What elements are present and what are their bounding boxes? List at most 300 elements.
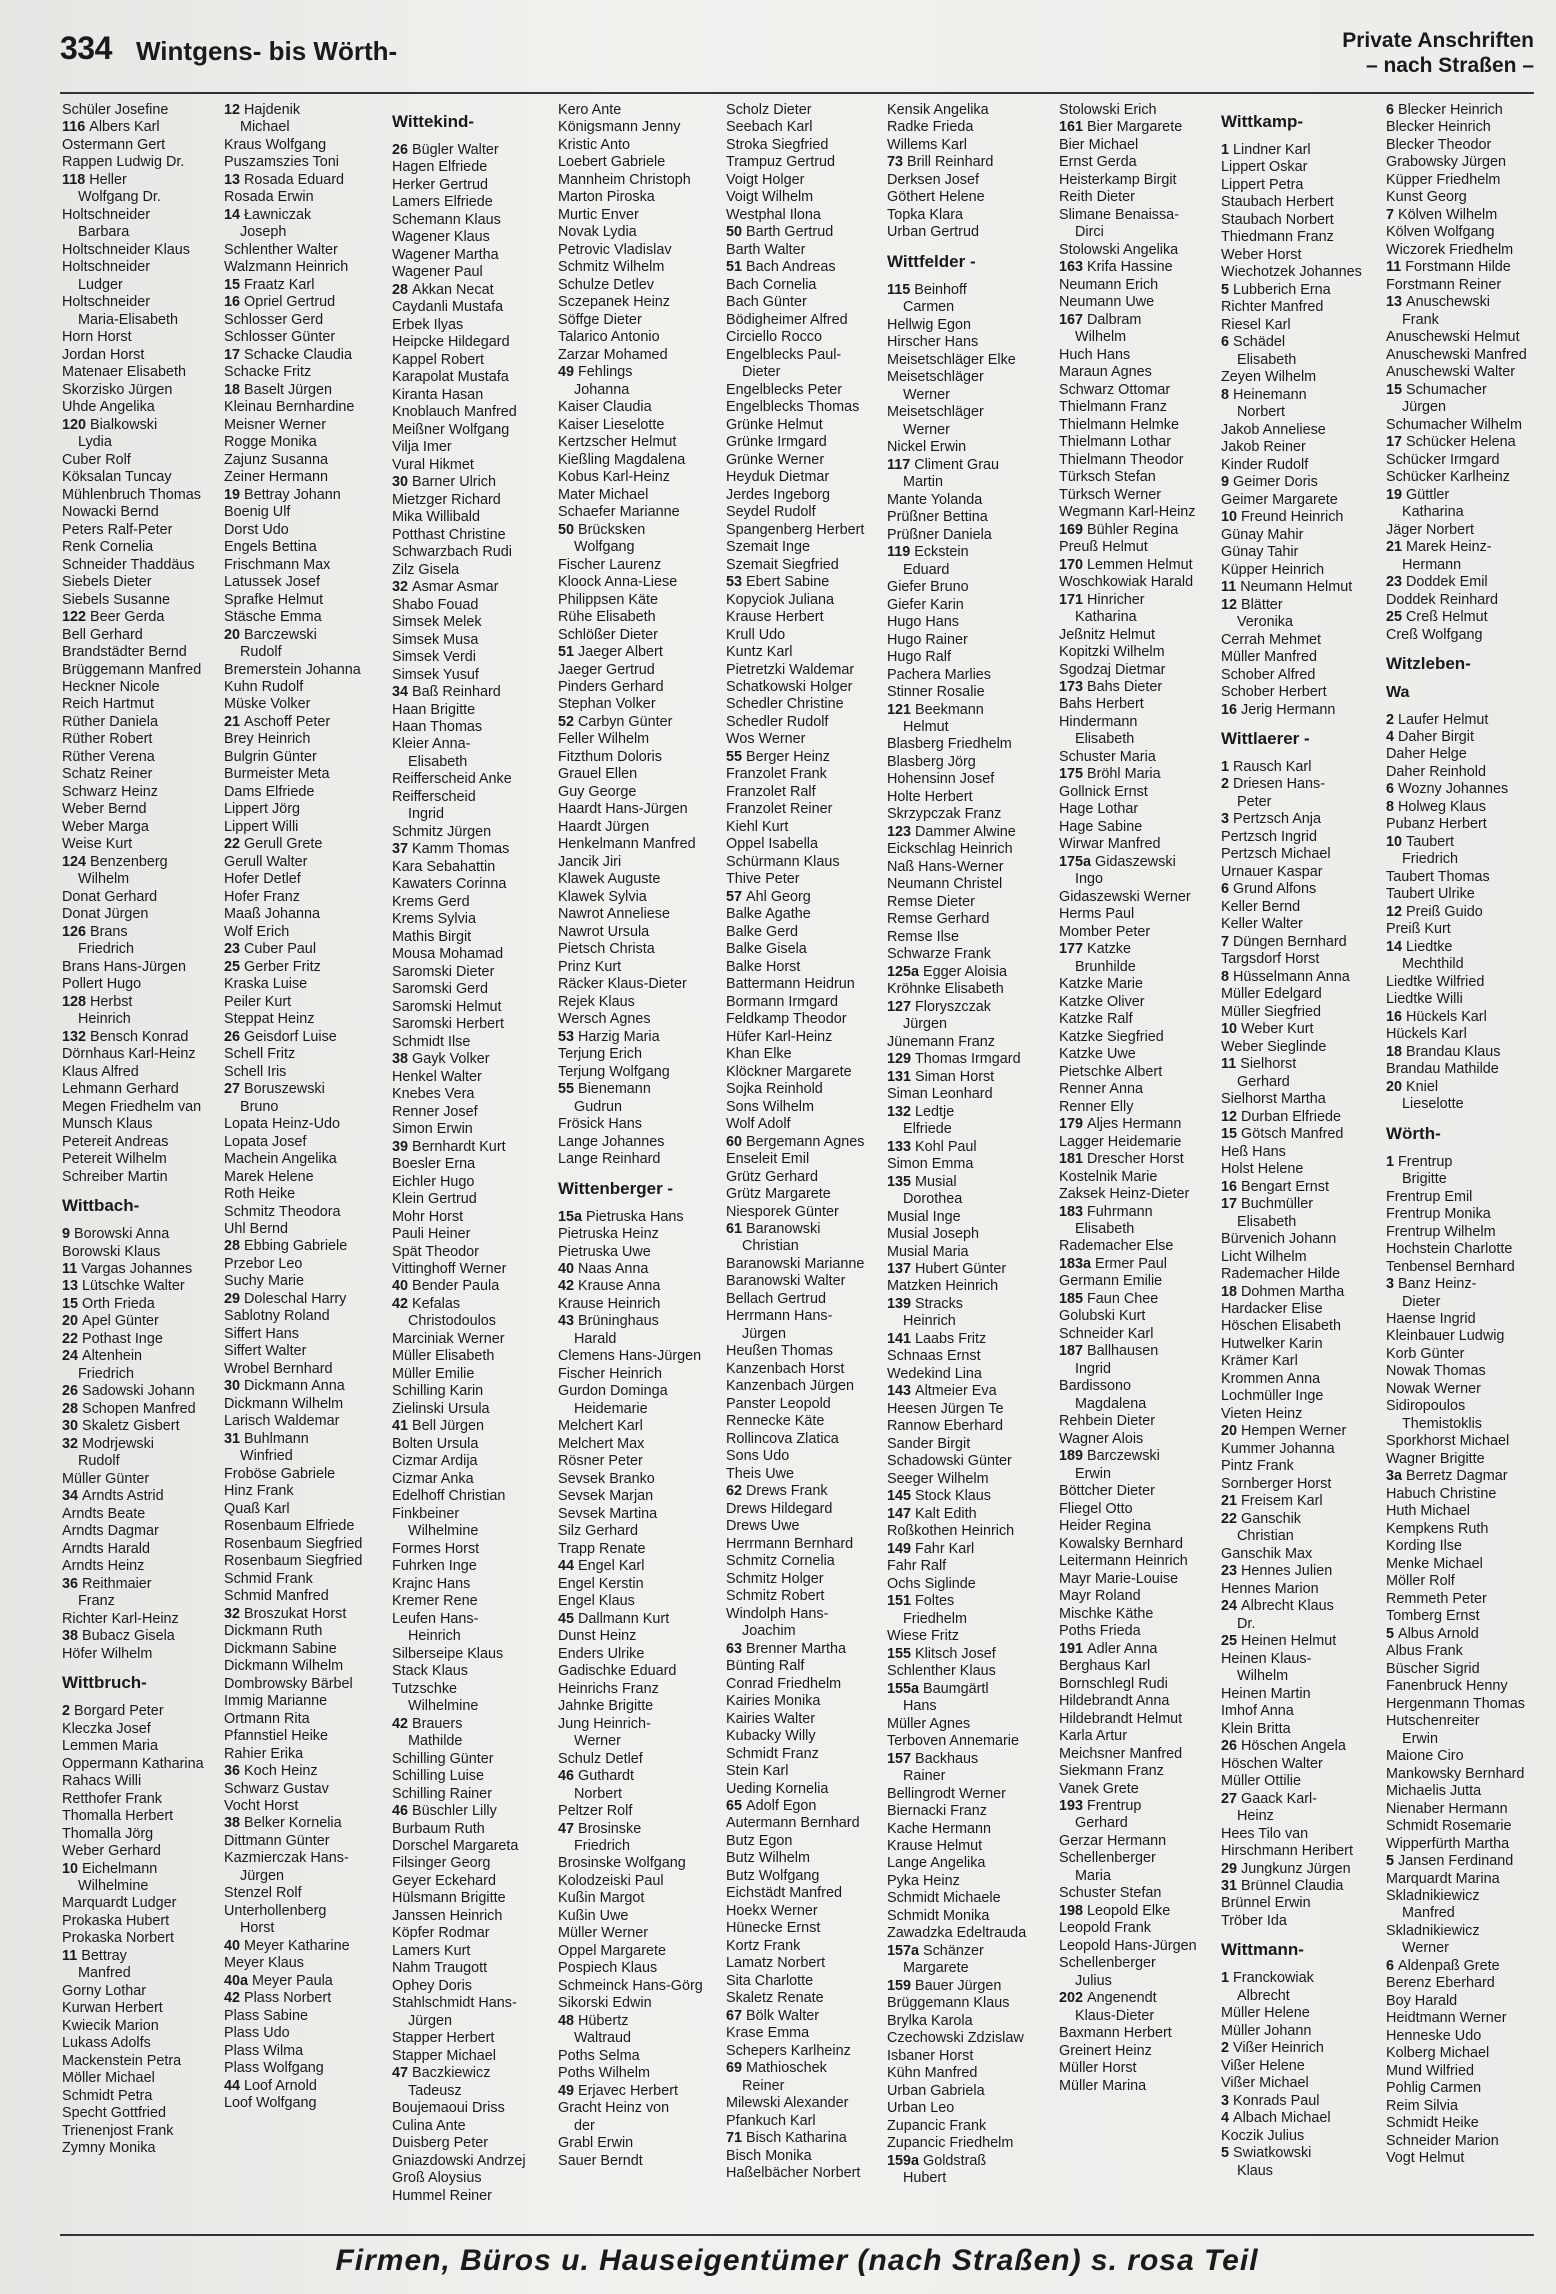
resident-entry: [1059, 1746, 1219, 1763]
resident-name: Nowak Werner: [1386, 1380, 1481, 1397]
resident-entry: [726, 207, 884, 224]
resident-entry: [1221, 916, 1379, 933]
resident-name: Bier Michael: [1059, 136, 1139, 153]
resident-entry: [62, 2140, 212, 2157]
resident-name: Wersch Agnes: [558, 1011, 651, 1028]
resident-name: Klitsch Josef: [915, 1645, 996, 1662]
resident-entry: [62, 207, 212, 224]
resident-name: Heyduk Dietmar: [726, 469, 830, 486]
resident-entry: [726, 1728, 884, 1745]
resident-name: Frentrup: [1087, 1797, 1142, 1814]
resident-entry: [558, 1576, 718, 1593]
resident-entry: [224, 1396, 382, 1413]
house-number: 143: [887, 1383, 912, 1400]
resident-entry: [1386, 172, 1540, 189]
resident-entry: [392, 1803, 552, 1820]
house-number: 187: [1059, 1343, 1084, 1360]
resident-name: Leopold Hans-Jürgen: [1059, 1937, 1197, 1954]
entry-continuation: Winfried: [240, 1448, 293, 1465]
resident-name: Culina Ante: [392, 2117, 466, 2134]
resident-entry: [726, 1431, 884, 1448]
resident-name: Mund Wilfried: [1386, 2062, 1474, 2079]
resident-entry: [726, 627, 884, 644]
resident-name: Blecker Theodor: [1386, 136, 1492, 153]
resident-entry: [1386, 764, 1540, 781]
house-number: 32: [224, 1605, 241, 1622]
resident-entry: [558, 452, 718, 469]
resident-name: Ławniczak: [244, 206, 312, 223]
resident-entry: [1059, 102, 1219, 119]
resident-entry: [1059, 1938, 1219, 1955]
resident-name: Vißer Michael: [1221, 2075, 1309, 2092]
resident-name: Günay Tahir: [1221, 544, 1299, 561]
resident-entry: [62, 1134, 212, 1151]
resident-name: Heipcke Hildegard: [392, 334, 510, 351]
resident-entry: [887, 929, 1047, 946]
resident-entry: [392, 1348, 552, 1365]
resident-name: Meisetschläger Elke: [887, 351, 1016, 368]
resident-entry: [392, 2100, 552, 2117]
resident-name: Krause Anna: [578, 1278, 661, 1295]
resident-entry: [558, 2135, 718, 2152]
resident-entry: [392, 1890, 552, 1907]
resident-entry: [887, 1278, 1047, 1295]
resident-name: Ueding Kornelia: [726, 1780, 829, 1797]
resident-entry: [1386, 1748, 1540, 1765]
resident-entry: [1059, 1693, 1219, 1710]
house-number: 1: [1386, 1153, 1395, 1170]
resident-entry: [726, 1711, 884, 1728]
resident-entry: [558, 1366, 718, 1383]
resident-entry: [392, 981, 552, 998]
resident-entry: [62, 1278, 212, 1295]
resident-name: Holweg Klaus: [1398, 798, 1487, 815]
resident-entry: [62, 329, 212, 346]
resident-name: Büscher Sigrid: [1386, 1660, 1480, 1677]
resident-name: Simsek Melek: [392, 614, 482, 631]
resident-entry: [392, 946, 552, 963]
resident-name: Kraus Wolfgang: [224, 136, 327, 153]
resident-name: Bettray Johann: [244, 486, 341, 503]
entry-continuation: Eduard: [903, 561, 950, 578]
resident-name: Schilling Günter: [392, 1750, 494, 1767]
resident-entry: [1221, 1651, 1379, 1668]
resident-entry: [726, 854, 884, 871]
entry-continuation: Mathilde: [408, 1733, 463, 1750]
resident-name: Dammer Alwine: [915, 823, 1016, 840]
resident-name: Beekmann: [915, 701, 984, 718]
resident-name: Hinz Frank: [224, 1483, 294, 1500]
resident-name: Hohensinn Josef: [887, 771, 995, 788]
resident-name: Mayr Marie-Louise: [1059, 1570, 1179, 1587]
resident-entry: [558, 854, 718, 871]
resident-name: Saromski Dieter: [392, 963, 495, 980]
resident-entry: [224, 504, 382, 521]
column-4: [558, 102, 718, 2242]
house-number: 129: [887, 1051, 912, 1068]
entry-continuation: Wilhelmine: [78, 1877, 149, 1894]
resident-entry: [392, 1051, 552, 1068]
resident-name: Herbst: [90, 993, 133, 1010]
entry-continuation: Rudolf: [78, 1453, 120, 1470]
resident-entry: [392, 2170, 552, 2187]
resident-entry: [1386, 242, 1540, 259]
resident-entry: [62, 1843, 212, 1860]
resident-name: Lukass Adolfs: [62, 2035, 151, 2052]
resident-name: Wagner Alois: [1059, 1430, 1144, 1447]
resident-name: Liedtke: [1406, 938, 1453, 955]
resident-name: Giefer Bruno: [887, 579, 969, 596]
resident-name: Grütz Margarete: [726, 1186, 831, 1203]
page-number: 334: [60, 30, 112, 66]
resident-entry: [224, 1658, 382, 1675]
resident-entry: [726, 2025, 884, 2042]
resident-name: Bier Margarete: [1087, 119, 1183, 136]
resident-entry: [726, 1308, 884, 1325]
resident-name: Thomas Irmgard: [915, 1051, 1021, 1068]
resident-name: Bell Jürgen: [412, 1418, 485, 1435]
resident-entry: [224, 1815, 382, 1832]
resident-entry: [224, 627, 382, 644]
resident-name: Rüther Robert: [62, 731, 153, 748]
resident-name: Bardissono: [1059, 1378, 1131, 1395]
resident-name: Meißner Wolfgang: [392, 421, 510, 438]
resident-name: Lindner Karl: [1233, 142, 1311, 158]
column-5: [726, 102, 884, 2242]
resident-entry: [558, 1046, 718, 1063]
resident-entry: [887, 1488, 1047, 1505]
resident-entry: [392, 1768, 552, 1785]
resident-entry: [1059, 1763, 1219, 1780]
resident-entry: [887, 154, 1047, 171]
resident-entry: [224, 172, 382, 189]
resident-entry: [726, 1885, 884, 1902]
resident-entry: [1386, 1661, 1540, 1678]
resident-entry: [1221, 1179, 1379, 1196]
resident-name: Lagger Heidemarie: [1059, 1133, 1182, 1150]
resident-name: Angenendt: [1087, 1990, 1157, 2007]
resident-entry: [1059, 1781, 1219, 1798]
resident-entry: [558, 2065, 718, 2082]
resident-name: Megen Friedhelm van: [62, 1098, 202, 1115]
resident-entry: [1221, 492, 1379, 509]
resident-name: Butz Wilhelm: [726, 1850, 810, 1867]
resident-name: Kuhn Rudolf: [224, 678, 304, 695]
resident-entry: [224, 609, 382, 626]
resident-name: Tutzschke: [392, 1680, 458, 1697]
resident-name: Wagener Paul: [392, 264, 483, 281]
resident-name: Kunst Georg: [1386, 189, 1467, 206]
resident-entry: [558, 627, 718, 644]
resident-name: Hennes Julien: [1241, 1563, 1333, 1580]
resident-name: Biernacki Franz: [887, 1803, 987, 1820]
house-number: 163: [1059, 259, 1084, 276]
resident-entry: [1386, 2150, 1540, 2167]
resident-name: Rappen Ludwig Dr.: [62, 154, 185, 171]
resident-name: Thiedmann Franz: [1221, 229, 1334, 246]
resident-name: Krommen Anna: [1221, 1370, 1321, 1387]
resident-name: Reith Dieter: [1059, 189, 1135, 206]
resident-name: Schmitz Robert: [726, 1588, 825, 1605]
house-number: 3: [1221, 2092, 1230, 2109]
street-heading: Wittlaerer -: [1221, 728, 1310, 748]
house-number: 157: [887, 1750, 912, 1767]
resident-name: Meisner Werner: [224, 416, 327, 433]
resident-entry: [1221, 1861, 1379, 1878]
resident-name: Balke Gisela: [726, 941, 807, 958]
resident-name: Schmidt Ilse: [392, 1033, 471, 1050]
resident-entry: [558, 1663, 718, 1680]
resident-entry: [1386, 1381, 1540, 1398]
resident-name: Kußin Uwe: [558, 1907, 629, 1924]
house-number: 120: [62, 416, 87, 433]
resident-name: Müller Werner: [558, 1925, 649, 1942]
resident-name: Grütz Gerhard: [726, 1168, 818, 1185]
resident-entry: [224, 959, 382, 976]
resident-name: Schemann Klaus: [392, 211, 501, 228]
house-number: 32: [392, 579, 409, 596]
resident-entry: [392, 911, 552, 928]
resident-name: Konrads Paul: [1233, 2092, 1320, 2109]
resident-entry: [558, 714, 718, 731]
resident-name: Vieten Heinz: [1221, 1405, 1303, 1422]
resident-name: Berghaus Karl: [1059, 1658, 1151, 1675]
resident-entry: [1221, 2005, 1379, 2022]
resident-name: Climent Grau: [914, 456, 999, 473]
resident-entry: [392, 317, 552, 334]
resident-entry: [224, 1850, 382, 1867]
entry-continuation: Norbert: [574, 1785, 622, 1802]
resident-name: Derksen Josef: [887, 171, 979, 188]
entry-continuation: Elisabeth: [1237, 351, 1297, 368]
house-number: 193: [1059, 1797, 1084, 1814]
resident-name: Broszukat Horst: [244, 1605, 347, 1622]
resident-name: Beer Gerda: [90, 609, 165, 626]
resident-name: Haardt Jürgen: [558, 818, 650, 835]
resident-entry: [558, 574, 718, 591]
resident-entry: [392, 1296, 552, 1313]
house-number: 30: [224, 1378, 241, 1395]
resident-name: Gracht Heinz von: [558, 2100, 670, 2117]
resident-name: Altenhein: [82, 1348, 143, 1365]
resident-entry: [1386, 1311, 1540, 1328]
entry-continuation: Dirci: [1075, 224, 1104, 241]
resident-name: Immig Marianne: [224, 1693, 328, 1710]
resident-entry: [1221, 1318, 1379, 1335]
resident-name: Plass Norbert: [244, 1990, 332, 2007]
resident-entry: [1059, 1833, 1219, 1850]
resident-entry: [392, 369, 552, 386]
resident-entry: [887, 597, 1047, 614]
resident-name: Müller Emilie: [392, 1365, 475, 1382]
resident-entry: [62, 382, 212, 399]
house-number: 28: [392, 281, 409, 298]
resident-name: Sczepanek Heinz: [558, 294, 670, 311]
resident-name: Blasberg Jörg: [887, 753, 976, 770]
resident-entry: [558, 889, 718, 906]
resident-name: Musial Joseph: [887, 1226, 979, 1243]
resident-name: Pietruska Heinz: [558, 1226, 659, 1243]
resident-name: Stock Klaus: [915, 1488, 992, 1505]
resident-name: Kwiecik Marion: [62, 2017, 159, 2034]
resident-name: Schellenberger: [1059, 1955, 1156, 1972]
resident-name: Bröhl Maria: [1087, 766, 1161, 783]
resident-name: Schumacher: [1406, 381, 1487, 398]
resident-name: Brücksken: [578, 521, 646, 538]
resident-entry: [224, 766, 382, 783]
resident-name: Berger Heinz: [746, 748, 830, 765]
resident-name: Weber Bernd: [62, 801, 147, 818]
resident-name: Höschen Elisabeth: [1221, 1318, 1341, 1335]
resident-name: Zajunz Susanna: [224, 451, 329, 468]
resident-entry: [224, 2078, 382, 2095]
entry-continuation: Franz: [78, 1593, 115, 1610]
resident-entry: [62, 714, 212, 731]
resident-entry: [887, 789, 1047, 806]
resident-entry: [726, 1291, 884, 1308]
resident-name: Fuhrken Inge: [392, 1558, 477, 1575]
resident-entry: [1386, 921, 1540, 938]
resident-entry: [62, 1081, 212, 1098]
resident-entry: [1059, 1518, 1219, 1535]
resident-name: Murtic Enver: [558, 206, 639, 223]
resident-entry: [726, 102, 884, 119]
resident-entry: [1386, 1224, 1540, 1241]
entry-continuation: der: [574, 2117, 595, 2134]
resident-entry: [558, 277, 718, 294]
resident-entry: [1221, 2075, 1379, 2092]
resident-entry: [1386, 189, 1540, 206]
resident-name: Dorschel Margareta: [392, 1837, 519, 1854]
resident-entry: [392, 632, 552, 649]
resident-name: Oppermann Katharina: [62, 1755, 204, 1772]
resident-entry: [62, 1296, 212, 1313]
resident-entry: [62, 1930, 212, 1947]
resident-entry: [558, 1244, 718, 1261]
resident-name: Günay Mahir: [1221, 526, 1304, 543]
resident-name: Schücker Karlheinz: [1386, 469, 1510, 486]
resident-entry: [62, 2070, 212, 2087]
resident-entry: [1059, 749, 1219, 766]
resident-entry: [726, 1099, 884, 1116]
resident-entry: [1059, 924, 1219, 941]
house-number: 8: [1221, 386, 1230, 403]
resident-entry: [558, 172, 718, 189]
resident-name: Dickmann Ruth: [224, 1623, 323, 1640]
house-number: 26: [1221, 1738, 1238, 1755]
resident-entry: [1386, 939, 1540, 956]
resident-entry: [224, 1204, 382, 1221]
resident-name: Prokaska Norbert: [62, 1930, 174, 1947]
resident-name: Hutwelker Karin: [1221, 1335, 1323, 1352]
resident-name: Benzenberg: [90, 853, 168, 870]
resident-entry: [1059, 1029, 1219, 1046]
resident-name: Stahlschmidt Hans-: [392, 1995, 517, 2012]
resident-entry: [558, 417, 718, 434]
resident-name: Jaeger Gertrud: [558, 661, 655, 678]
entry-continuation: Albrecht: [1237, 1987, 1290, 2004]
resident-name: Modrjewski: [82, 1435, 154, 1452]
resident-name: Rosada Eduard: [244, 171, 345, 188]
resident-name: Bahs Herbert: [1059, 696, 1144, 713]
resident-name: Liedtke Willi: [1386, 991, 1463, 1008]
house-number: 22: [224, 836, 241, 853]
resident-name: Schwarz Gustav: [224, 1780, 329, 1797]
resident-name: Przebor Leo: [224, 1255, 303, 1272]
resident-entry: [224, 836, 382, 853]
resident-name: Skaletz Renate: [726, 1990, 824, 2007]
resident-name: Siffert Walter: [224, 1343, 307, 1360]
resident-name: Gerull Walter: [224, 853, 308, 870]
house-number: 29: [224, 1290, 241, 1307]
resident-entry: [887, 119, 1047, 136]
resident-entry: [392, 404, 552, 421]
resident-entry: [726, 1536, 884, 1553]
resident-name: Müller Johann: [1221, 2022, 1312, 2039]
resident-name: Krems Sylvia: [392, 911, 476, 928]
resident-name: Albus Frank: [1386, 1643, 1463, 1660]
resident-entry: [558, 347, 718, 364]
resident-name: Lange Angelika: [887, 1855, 986, 1872]
entry-continuation: Gerhard: [1075, 1815, 1128, 1832]
resident-name: Krause Herbert: [726, 609, 824, 626]
resident-name: Sablotny Roland: [224, 1308, 330, 1325]
resident-name: Preuß Helmut: [1059, 539, 1148, 556]
resident-name: Fitzthum Doloris: [558, 748, 662, 765]
resident-name: Pintz Frank: [1221, 1458, 1294, 1475]
resident-name: Kuntz Karl: [726, 644, 793, 661]
entry-continuation: Hans: [903, 1698, 937, 1715]
resident-entry: [1221, 142, 1379, 159]
house-number: 15: [1386, 381, 1403, 398]
entry-continuation: Jürgen: [408, 2012, 453, 2029]
resident-name: Eickschlag Heinrich: [887, 841, 1013, 858]
house-number: 7: [1386, 206, 1395, 223]
resident-entry: [887, 894, 1047, 911]
resident-name: Holst Helene: [1221, 1161, 1304, 1178]
house-number: 38: [224, 1815, 241, 1832]
resident-entry: [1386, 729, 1540, 746]
resident-name: Reithmaier: [82, 1575, 152, 1592]
resident-name: Haense Ingrid: [1386, 1311, 1476, 1327]
house-number: 20: [62, 1313, 79, 1330]
resident-name: Schwarzbach Rudi: [392, 544, 512, 561]
resident-entry: [726, 242, 884, 259]
resident-name: Circiello Rocco: [726, 329, 822, 346]
resident-entry: [62, 172, 212, 189]
entry-continuation: Harald: [574, 1330, 617, 1347]
resident-name: Gidaszewski Werner: [1059, 888, 1191, 905]
resident-entry: [558, 1116, 718, 1133]
resident-entry: [887, 1576, 1047, 1593]
resident-entry: [887, 754, 1047, 771]
resident-entry: [1221, 299, 1379, 316]
resident-name: Liedtke Wilfried: [1386, 973, 1485, 990]
resident-name: Hirscher Hans: [887, 334, 979, 351]
resident-entry: [224, 592, 382, 609]
resident-entry: [1386, 1486, 1540, 1503]
resident-entry: [887, 1786, 1047, 1803]
resident-entry: [1221, 1913, 1379, 1930]
resident-name: Bulgrin Günter: [224, 748, 317, 765]
house-number: 14: [1386, 938, 1403, 955]
resident-name: Jung Heinrich-: [558, 1715, 651, 1732]
resident-name: Urnauer Kaspar: [1221, 863, 1323, 880]
resident-entry: [558, 329, 718, 346]
resident-entry: [558, 1960, 718, 1977]
resident-entry: [1386, 1154, 1540, 1171]
resident-entry: [1386, 816, 1540, 833]
